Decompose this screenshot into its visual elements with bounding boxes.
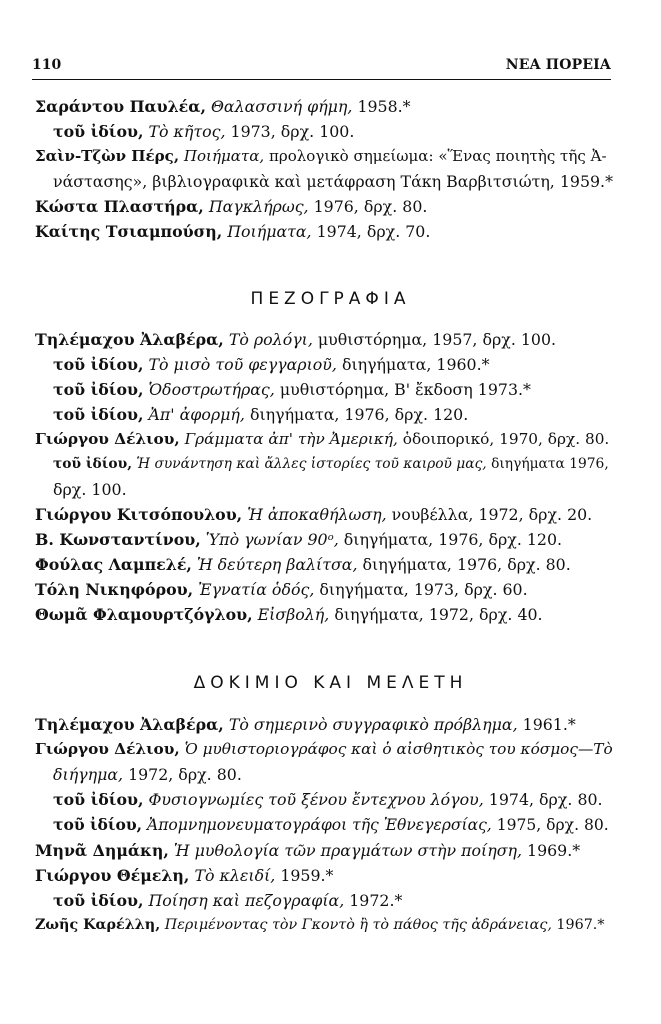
list-item: τοῦ ἰδίου, Τὸ μισὸ τοῦ φεγγαριοῦ, διηγήματα, 1960.* xyxy=(53,355,490,374)
essay-list xyxy=(35,712,613,938)
list-item: Καίτης Τσιαμπούση, Ποιήματα, 1974, δρχ. 70. xyxy=(35,222,431,241)
list-item: Γιώργου Θέμελη, Τὸ κλειδί, 1959.* xyxy=(35,866,334,885)
section-heading-essay: ΔΟΚΙΜΙΟ ΚΑΙ ΜΕΛΕΤΗ xyxy=(193,673,468,693)
page-number: 110 xyxy=(32,57,62,73)
list-item: διήγημα, 1972, δρχ. 80. xyxy=(53,765,242,784)
list-item: Β. Κωνσταντίνου, Ὑπὸ γωνίαν 90ᵒ, διηγήματα, 1976, δρχ. 120. xyxy=(35,530,563,549)
list-item: Κώστα Πλαστήρα, Παγκλήρως, 1976, δρχ. 80. xyxy=(35,197,428,216)
list-item: τοῦ ἰδίου, Ἡ συνάντηση καὶ ἄλλες ἱστορίες τοῦ καιροῦ μας, διηγήματα 1976, xyxy=(53,456,609,472)
list-item: Φούλας Λαμπελέ, Ἡ δεύτερη βαλίτσα, διηγήματα, 1976, δρχ. 80. xyxy=(35,555,571,574)
list-item: Γιώργου Κιτσόπουλου, Ἡ ἀποκαθήλωση, νουβέλλα, 1972, δρχ. 20. xyxy=(35,505,593,524)
journal-title: ΝΕΑ ΠΟΡΕΙΑ xyxy=(505,57,611,73)
list-item: Σαὶν-Τζὼν Πέρς, Ποιήματα, προλογικὸ σημείωμα: «Ἕνας ποιητὴς τῆς Ἀ- xyxy=(35,147,607,165)
list-item: Σαράντου Παυλέα, Θαλασσινή φήμη, 1958.* xyxy=(35,97,411,116)
list-item: Μηνᾶ Δημάκη, Ἡ μυθολογία τῶν πραγμάτων στὴν ποίηση, 1969.* xyxy=(35,841,581,860)
section-heading-prose: ΠΕΖΟΓΡΑΦΙΑ xyxy=(250,289,411,309)
poetry-list xyxy=(35,94,613,244)
list-item: δρχ. 100. xyxy=(53,480,127,499)
list-item: τοῦ ἰδίου, Φυσιογνωμίες τοῦ ξένου ἔντεχνου λόγου, 1974, δρχ. 80. xyxy=(53,790,603,809)
list-item: τοῦ ἰδίου, Ποίηση καὶ πεζογραφία, 1972.* xyxy=(53,891,403,910)
list-item: τοῦ ἰδίου, Ὁδοστρωτήρας, μυθιστόρημα, Β' ἔκδοση 1973.* xyxy=(53,380,531,399)
list-item: Ζωῆς Καρέλλη, Περιμένοντας τὸν Γκοντὸ ἢ τὸ πάθος τῆς ἀδράνειας, 1967.* xyxy=(35,917,605,933)
list-item: Γιώργου Δέλιου, Ὁ μυθιστοριογράφος καὶ ὁ αἰσθητικὸς του κόσμος—Τὸ xyxy=(35,740,613,758)
list-item: νάστασης», βιβλιογραφικὰ καὶ μετάφραση Τάκη Βαρβιτσιώτη, 1959.* xyxy=(53,172,613,191)
list-item: Τόλη Νικηφόρου, Ἐγνατία ὁδός, διηγήματα, 1973, δρχ. 60. xyxy=(35,580,528,599)
prose-list xyxy=(35,327,613,627)
list-item: Τηλέμαχου Ἀλαβέρα, Τὸ ρολόγι, μυθιστόρημα, 1957, δρχ. 100. xyxy=(35,330,557,349)
list-item: Θωμᾶ Φλαμουρτζόγλου, Εἰσβολή, διηγήματα, 1972, δρχ. 40. xyxy=(35,605,543,624)
page-header xyxy=(32,53,611,80)
list-item: τοῦ ἰδίου, Τὸ κῆτος, 1973, δρχ. 100. xyxy=(53,122,355,141)
list-item: Γιώργου Δέλιου, Γράμματα ἀπ' τὴν Ἀμερική, ὁδοιπορικό, 1970, δρχ. 80. xyxy=(35,430,610,448)
list-item: Τηλέμαχου Ἀλαβέρα, Τὸ σημερινὸ συγγραφικὸ πρόβλημα, 1961.* xyxy=(35,715,576,734)
list-item: τοῦ ἰδίου, Ἀπ' ἀφορμή, διηγήματα, 1976, δρχ. 120. xyxy=(53,405,469,424)
list-item: τοῦ ἰδίου, Ἀπομνημονευματογράφοι τῆς Ἐθνεγερσίας, 1975, δρχ. 80. xyxy=(53,815,609,834)
